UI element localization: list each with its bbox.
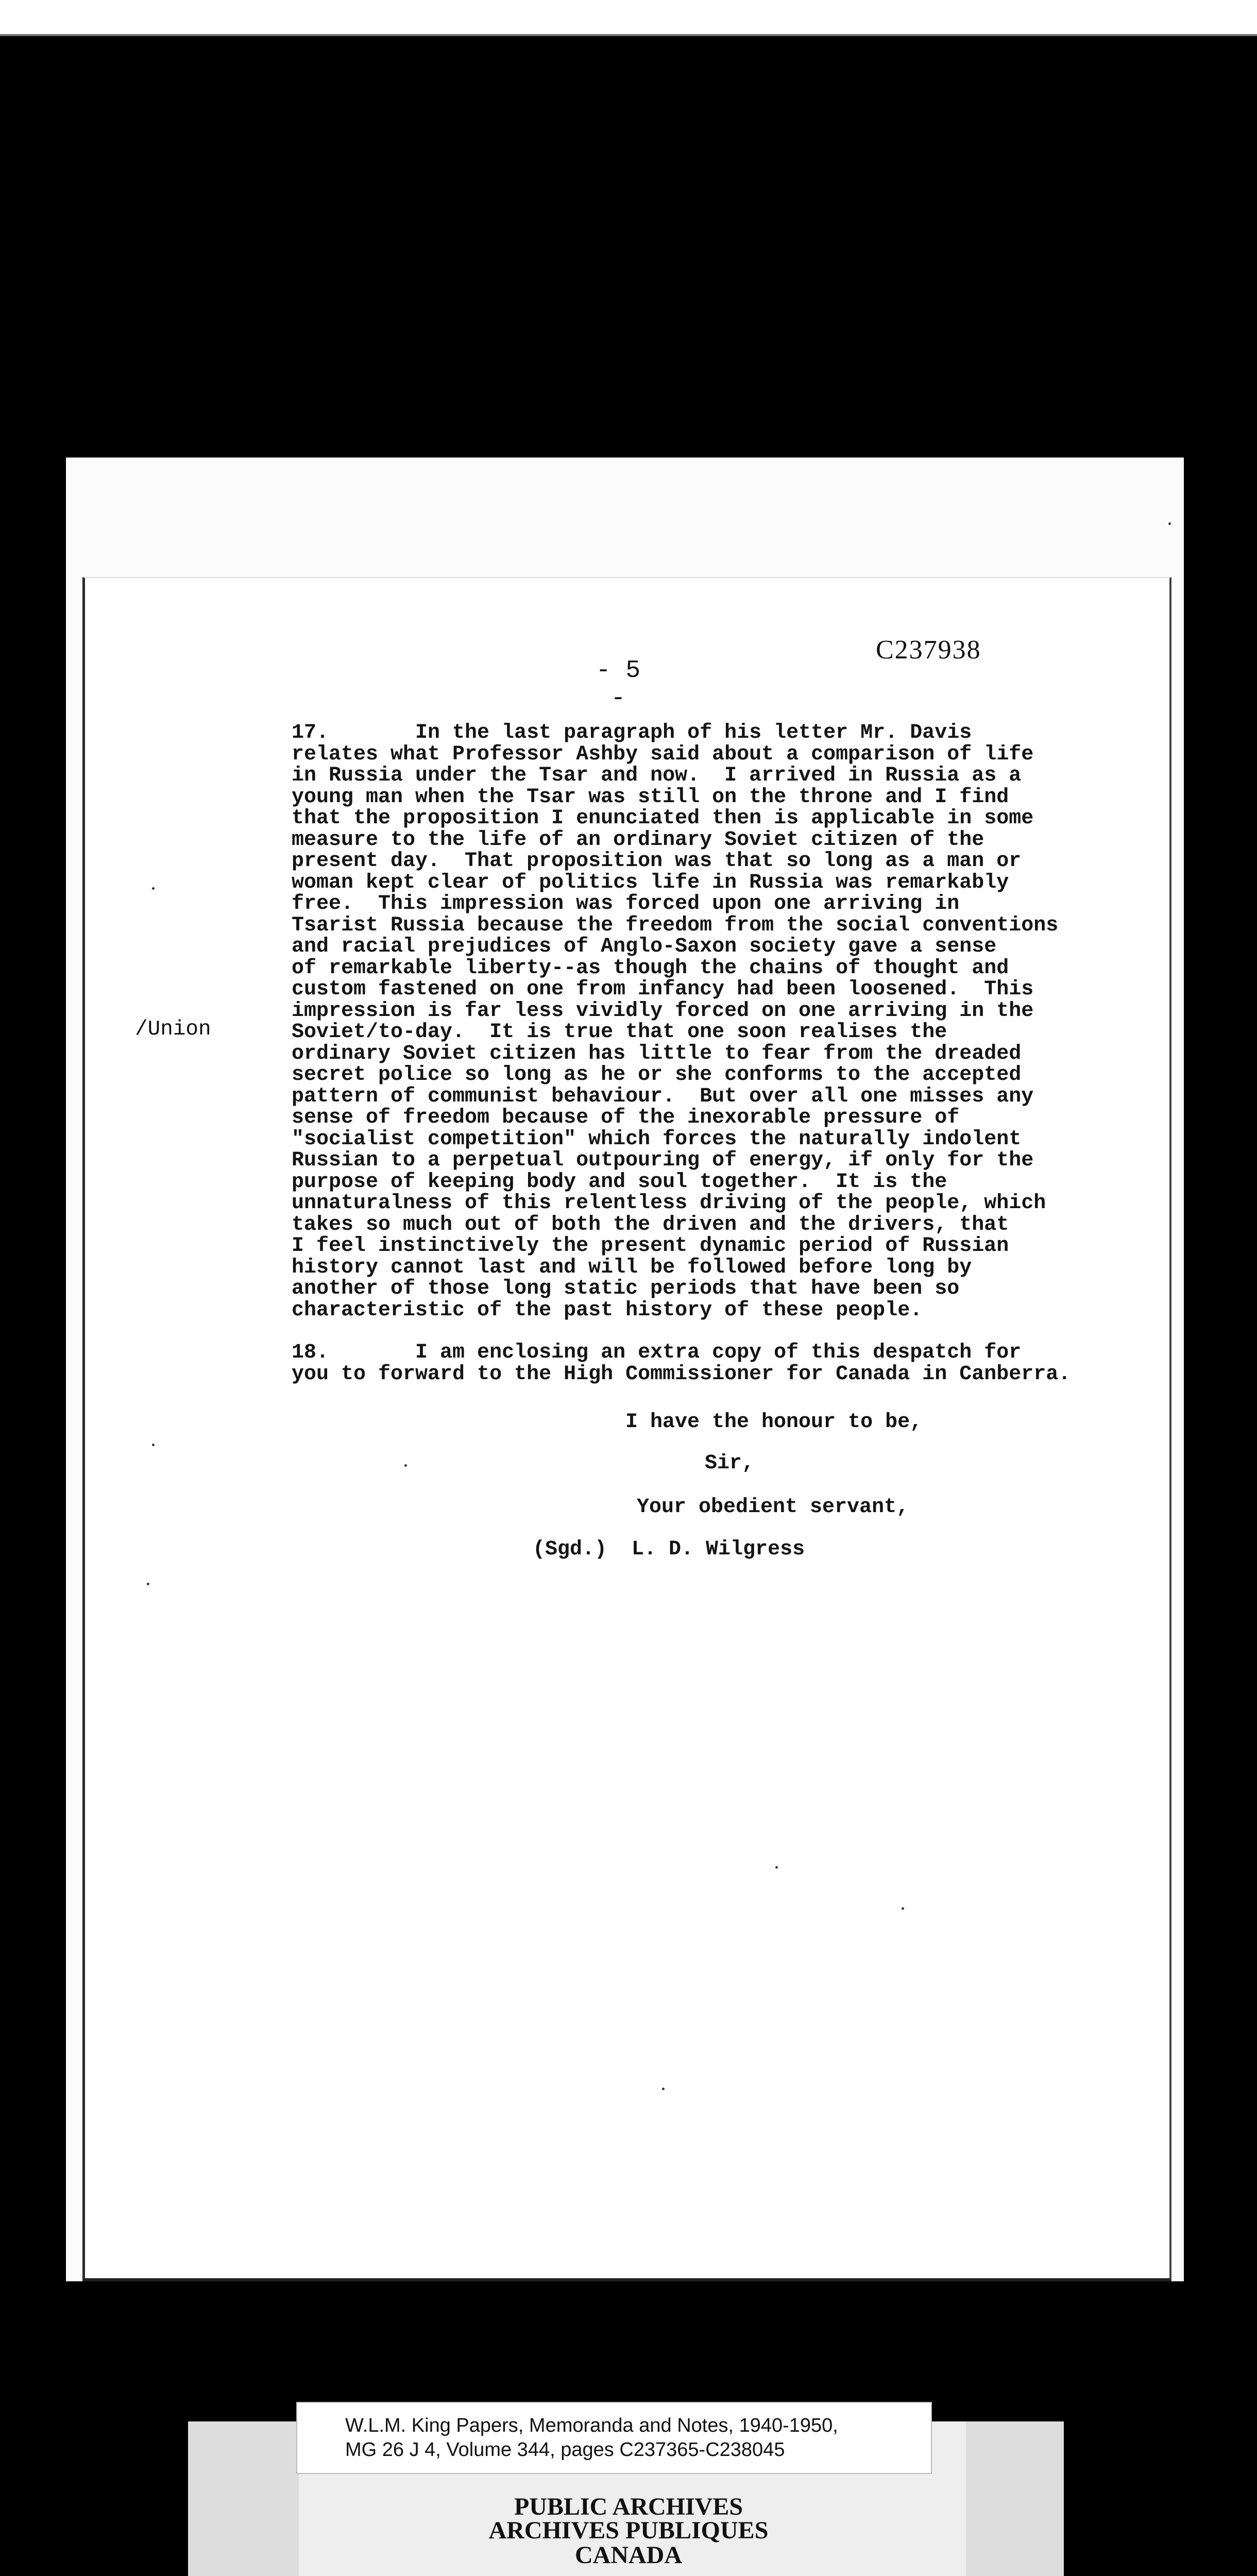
citation-line-2: MG 26 J 4, Volume 344, pages C237365-C238045 xyxy=(345,2439,785,2461)
text-line: custom fastened on one from infancy had been loosened. This xyxy=(292,978,1034,1001)
paper-speck xyxy=(152,1444,155,1446)
closing-servant: Your obedient servant, xyxy=(637,1496,909,1519)
paragraph-17 xyxy=(292,722,1116,1321)
margin-note: /Union xyxy=(135,1018,211,1041)
archive-stamp-line-2: ARCHIVES PUBLIQUES xyxy=(488,2517,769,2544)
text-line: young man when the Tsar was still on the throne and I find xyxy=(292,785,1009,809)
citation-label xyxy=(296,2402,932,2474)
paper-speck xyxy=(902,1907,904,1910)
text-line: woman kept clear of politics life in Russia was remarkably xyxy=(292,871,1009,894)
text-line: measure to the life of an ordinary Soviet citizen of the xyxy=(292,828,984,852)
text-line: 17. In the last paragraph of his letter Mr. Davis xyxy=(292,721,972,744)
paper-speck xyxy=(1168,522,1171,525)
archive-stamp-shade-left xyxy=(188,2421,299,2576)
scan-top-band xyxy=(0,0,1257,36)
signature: (Sgd.) L. D. Wilgress xyxy=(533,1538,805,1561)
text-line: free. This impression was forced upon one arriving in xyxy=(292,892,960,916)
closing-salutation: Sir, xyxy=(705,1452,755,1475)
paragraph-18 xyxy=(292,1342,1116,1385)
text-line: unnaturalness of this relentless driving of the people, which xyxy=(292,1192,1046,1215)
text-line: characteristic of the past history of these people. xyxy=(292,1298,923,1322)
text-line: sense of freedom because of the inexorable pressure of xyxy=(292,1106,960,1129)
text-line: ordinary Soviet citizen has little to fear from the dreaded xyxy=(292,1042,1022,1065)
text-line: pattern of communist behaviour. But over all one misses any xyxy=(292,1084,1034,1108)
text-line: you to forward to the High Commissioner for Canada in Canberra. xyxy=(292,1362,1071,1386)
text-line: present day. That proposition was that so long as a man or xyxy=(292,850,1022,873)
paper-speck xyxy=(147,1583,149,1585)
text-line: purpose of keeping body and soul together. It is the xyxy=(292,1170,947,1194)
text-line: history cannot last and will be followed before long by xyxy=(292,1256,972,1279)
citation-line-1: W.L.M. King Papers, Memoranda and Notes, 1940-1950, xyxy=(345,2415,838,2436)
text-line: impression is far less vividly forced on one arriving in the xyxy=(292,999,1034,1023)
text-line: that the proposition I enunciated then is applicable in some xyxy=(292,807,1034,830)
archive-stamp-line-3: CANADA xyxy=(575,2541,682,2569)
paper-speck xyxy=(404,1464,407,1467)
closing-honour: I have the honour to be, xyxy=(625,1411,923,1434)
text-line: takes so much out of both the driven and the drivers, that xyxy=(292,1213,1009,1236)
text-line: 18. I am enclosing an extra copy of this despatch for xyxy=(292,1341,1022,1364)
paper-speck xyxy=(775,1866,778,1869)
scan-top-edge xyxy=(0,34,1257,36)
paper-speck xyxy=(662,2088,665,2090)
page-number: - 5 - xyxy=(596,657,641,713)
text-line: Tsarist Russia because the freedom from the social conventions xyxy=(292,913,1059,937)
text-line: "socialist competition" which forces the naturally indolent xyxy=(292,1127,1022,1151)
text-line: and racial prejudices of Anglo-Saxon society gave a sense xyxy=(292,935,997,958)
archive-stamp-shade-right xyxy=(966,2421,1064,2576)
text-line: in Russia under the Tsar and now. I arrived in Russia as a xyxy=(292,764,1022,787)
text-line: relates what Professor Ashby said about a comparison of life xyxy=(292,742,1034,766)
text-line: Soviet/to-day. It is true that one soon realises the xyxy=(292,1021,947,1044)
text-line: of remarkable liberty--as though the chains of thought and xyxy=(292,956,1009,980)
text-line: another of those long static periods that have been so xyxy=(292,1277,960,1300)
archive-stamp-line-1: PUBLIC ARCHIVES xyxy=(514,2493,743,2520)
text-line: I feel instinctively the present dynamic period of Russian xyxy=(292,1234,1009,1258)
paper-speck xyxy=(152,887,155,890)
text-line: Russian to a perpetual outpouring of energy, if only for the xyxy=(292,1149,1034,1172)
document-id: C237938 xyxy=(876,635,981,665)
text-line: secret police so long as he or she conforms to the accepted xyxy=(292,1063,1022,1087)
